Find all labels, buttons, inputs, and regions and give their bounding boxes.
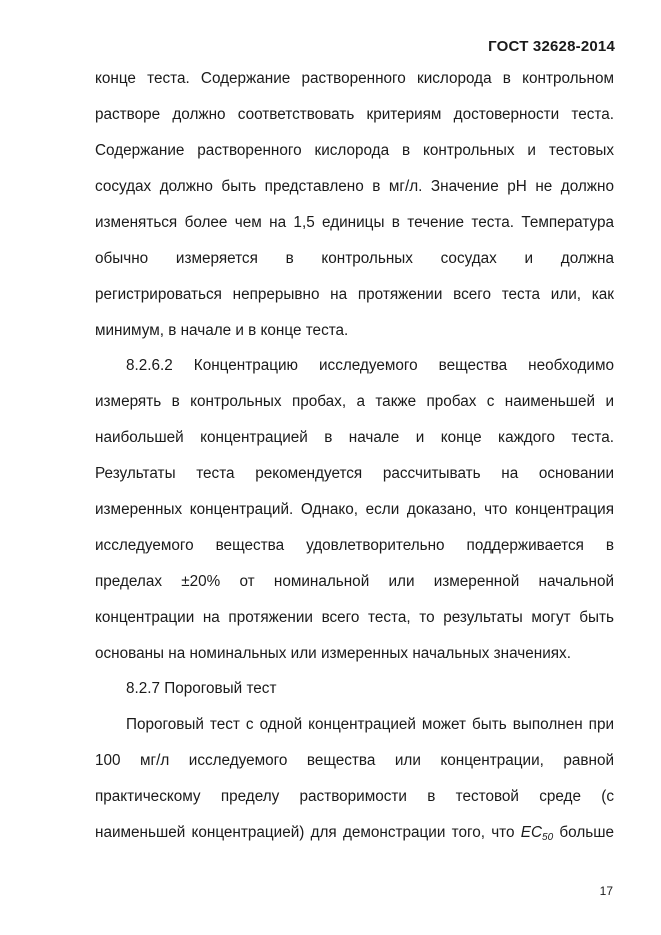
section-heading: 8.2.7 Пороговый тест [126, 680, 277, 697]
text-line: изменяться более чем на 1,5 единицы в течение теста. Температура [95, 214, 614, 231]
text-line: практическому пределу растворимости в тестовой среде (с [95, 788, 614, 805]
text-line: Результаты теста рекомендуется рассчитывать на основании [95, 465, 614, 482]
text-line: Пороговый тест с одной концентрацией может быть выполнен при [126, 716, 614, 733]
text-line: 100 мг/л исследуемого вещества или концентрации, равной [95, 752, 614, 769]
text-line: растворе должно соответствовать критериям достоверности теста. [95, 106, 614, 123]
text-line: обычно измеряется в контрольных сосудах и должна [95, 250, 614, 267]
text-line: регистрироваться непрерывно на протяжении всего теста или, как [95, 286, 614, 303]
text-line: конце теста. Содержание растворенного кислорода в контрольном [95, 70, 614, 87]
ec-symbol: EC [520, 824, 543, 841]
text-fragment: наименьшей концентрацией) для демонстрации того, что [95, 824, 521, 841]
text-line [95, 824, 614, 844]
document-header: ГОСТ 32628-2014 [488, 38, 615, 55]
text-line: концентрации на протяжении всего теста, то результаты могут быть [95, 609, 614, 626]
text-line: сосудах должно быть представлено в мг/л. Значение pH не должно [95, 178, 614, 195]
text-fragment: больше [553, 824, 614, 841]
page-number: 17 [599, 884, 613, 898]
text-line: минимум, в начале и в конце теста. [95, 322, 349, 339]
text-line: пределах ±20% от номинальной или измеренной начальной [95, 573, 614, 590]
text-line: 8.2.6.2 Концентрацию исследуемого вещества необходимо [126, 357, 614, 374]
text-line: измерять в контрольных пробах, а также пробах с наименьшей и [95, 393, 614, 410]
text-line: исследуемого вещества удовлетворительно поддерживается в [95, 537, 614, 554]
ec-subscript: 50 [542, 832, 554, 843]
text-line: измеренных концентраций. Однако, если доказано, что концентрация [95, 501, 614, 518]
text-line: Содержание растворенного кислорода в контрольных и тестовых [95, 142, 614, 159]
text-line: наибольшей концентрацией в начале и конце каждого теста. [95, 429, 614, 446]
text-line: основаны на номинальных или измеренных начальных значениях. [95, 645, 571, 662]
